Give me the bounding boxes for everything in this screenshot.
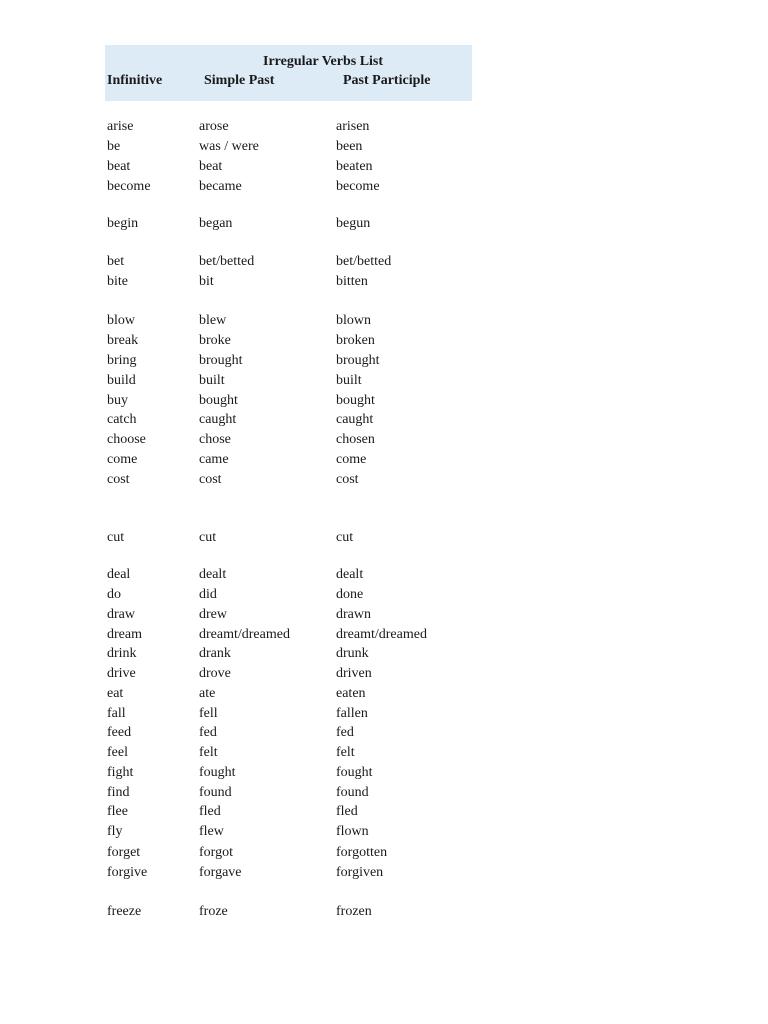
- cell-simple-past: arose: [199, 119, 229, 134]
- table-row: [0, 606, 768, 624]
- table-row: [0, 332, 768, 350]
- cell-infinitive: fight: [107, 765, 134, 780]
- cell-past-participle: fed: [336, 725, 354, 740]
- cell-simple-past: bought: [199, 393, 238, 408]
- table-row: [0, 744, 768, 762]
- cell-infinitive: draw: [107, 607, 135, 622]
- cell-simple-past: fell: [199, 706, 218, 721]
- cell-past-participle: broken: [336, 333, 375, 348]
- cell-past-participle: beaten: [336, 159, 373, 174]
- cell-simple-past: broke: [199, 333, 231, 348]
- cell-infinitive: beat: [107, 159, 131, 174]
- table-row: [0, 844, 768, 862]
- cell-infinitive: drive: [107, 666, 136, 681]
- cell-infinitive: arise: [107, 119, 134, 134]
- cell-simple-past: froze: [199, 904, 228, 919]
- cell-simple-past: was / were: [199, 139, 259, 154]
- cell-infinitive: begin: [107, 216, 139, 231]
- cell-past-participle: built: [336, 373, 362, 388]
- table-row: [0, 665, 768, 683]
- cell-past-participle: frozen: [336, 904, 372, 919]
- cell-infinitive: fall: [107, 706, 126, 721]
- cell-infinitive: bite: [107, 274, 128, 289]
- cell-infinitive: freeze: [107, 904, 142, 919]
- table-row: [0, 451, 768, 469]
- cell-simple-past: cut: [199, 530, 217, 545]
- cell-past-participle: eaten: [336, 686, 366, 701]
- cell-simple-past: came: [199, 452, 229, 467]
- table-row: [0, 273, 768, 291]
- cell-past-participle: drunk: [336, 646, 369, 661]
- cell-past-participle: dreamt/dreamed: [336, 627, 427, 642]
- cell-simple-past: drank: [199, 646, 231, 661]
- cell-past-participle: been: [336, 139, 363, 154]
- table-row: [0, 178, 768, 196]
- cell-past-participle: caught: [336, 412, 374, 427]
- cell-simple-past: dealt: [199, 567, 227, 582]
- cell-infinitive: deal: [107, 567, 131, 582]
- table-row: [0, 724, 768, 742]
- cell-infinitive: eat: [107, 686, 124, 701]
- cell-past-participle: brought: [336, 353, 380, 368]
- cell-simple-past: fed: [199, 725, 217, 740]
- table-row: [0, 566, 768, 584]
- cell-infinitive: forget: [107, 845, 141, 860]
- table-row: [0, 626, 768, 644]
- table-row: [0, 784, 768, 802]
- cell-simple-past: ate: [199, 686, 216, 701]
- cell-infinitive: forgive: [107, 865, 148, 880]
- cell-simple-past: fought: [199, 765, 236, 780]
- table-row: [0, 823, 768, 841]
- sheet-title: Irregular Verbs List: [263, 54, 384, 69]
- cell-simple-past: began: [199, 216, 233, 231]
- cell-past-participle: chosen: [336, 432, 375, 447]
- cell-infinitive: blow: [107, 313, 135, 328]
- cell-past-participle: bet/betted: [336, 254, 392, 269]
- cell-simple-past: brought: [199, 353, 243, 368]
- cell-past-participle: forgotten: [336, 845, 388, 860]
- cell-simple-past: flew: [199, 824, 224, 839]
- cell-infinitive: dream: [107, 627, 142, 642]
- table-row: [0, 471, 768, 489]
- cell-past-participle: cut: [336, 530, 354, 545]
- cell-simple-past: caught: [199, 412, 237, 427]
- cell-past-participle: forgiven: [336, 865, 384, 880]
- cell-simple-past: did: [199, 587, 217, 602]
- table-row: [0, 118, 768, 136]
- cell-simple-past: beat: [199, 159, 223, 174]
- column-header-infinitive: Infinitive: [107, 73, 163, 88]
- cell-infinitive: fly: [107, 824, 123, 839]
- cell-infinitive: do: [107, 587, 121, 602]
- cell-simple-past: cost: [199, 472, 222, 487]
- table-row: [0, 803, 768, 821]
- cell-infinitive: become: [107, 179, 151, 194]
- column-header-past-participle: Past Participle: [343, 73, 431, 88]
- table-row: [0, 529, 768, 547]
- cell-past-participle: done: [336, 587, 364, 602]
- cell-past-participle: drawn: [336, 607, 371, 622]
- cell-past-participle: come: [336, 452, 367, 467]
- cell-past-participle: fought: [336, 765, 373, 780]
- cell-infinitive: come: [107, 452, 138, 467]
- table-row: [0, 903, 768, 921]
- table-row: [0, 685, 768, 703]
- cell-infinitive: buy: [107, 393, 128, 408]
- table-row: [0, 158, 768, 176]
- cell-simple-past: forgot: [199, 845, 233, 860]
- cell-past-participle: flown: [336, 824, 369, 839]
- cell-infinitive: feed: [107, 725, 132, 740]
- cell-infinitive: build: [107, 373, 136, 388]
- cell-infinitive: catch: [107, 412, 137, 427]
- cell-past-participle: driven: [336, 666, 372, 681]
- cell-infinitive: break: [107, 333, 139, 348]
- cell-simple-past: built: [199, 373, 225, 388]
- cell-simple-past: felt: [199, 745, 218, 760]
- cell-infinitive: bet: [107, 254, 125, 269]
- table-row: [0, 392, 768, 410]
- cell-simple-past: drew: [199, 607, 227, 622]
- table-row: [0, 586, 768, 604]
- cell-infinitive: drink: [107, 646, 137, 661]
- cell-past-participle: begun: [336, 216, 371, 231]
- cell-infinitive: bring: [107, 353, 137, 368]
- table-row: [0, 411, 768, 429]
- table-row: [0, 215, 768, 233]
- cell-simple-past: blew: [199, 313, 227, 328]
- cell-past-participle: found: [336, 785, 369, 800]
- cell-infinitive: choose: [107, 432, 146, 447]
- cell-simple-past: forgave: [199, 865, 242, 880]
- cell-past-participle: become: [336, 179, 380, 194]
- table-row: [0, 352, 768, 370]
- cell-simple-past: bet/betted: [199, 254, 255, 269]
- table-row: [0, 253, 768, 271]
- cell-infinitive: feel: [107, 745, 128, 760]
- cell-past-participle: felt: [336, 745, 355, 760]
- cell-infinitive: be: [107, 139, 121, 154]
- cell-infinitive: cut: [107, 530, 125, 545]
- cell-simple-past: found: [199, 785, 232, 800]
- cell-infinitive: cost: [107, 472, 130, 487]
- cell-past-participle: cost: [336, 472, 359, 487]
- table-row: [0, 372, 768, 390]
- cell-infinitive: find: [107, 785, 130, 800]
- cell-past-participle: bought: [336, 393, 375, 408]
- cell-simple-past: chose: [199, 432, 231, 447]
- cell-past-participle: dealt: [336, 567, 364, 582]
- cell-past-participle: blown: [336, 313, 371, 328]
- table-row: [0, 764, 768, 782]
- table-row: [0, 864, 768, 882]
- cell-past-participle: bitten: [336, 274, 368, 289]
- cell-past-participle: fallen: [336, 706, 368, 721]
- cell-simple-past: drove: [199, 666, 231, 681]
- table-row: [0, 705, 768, 723]
- cell-past-participle: arisen: [336, 119, 370, 134]
- cell-past-participle: fled: [336, 804, 358, 819]
- table-row: [0, 138, 768, 156]
- cell-simple-past: bit: [199, 274, 214, 289]
- table-row: [0, 645, 768, 663]
- column-header-simple-past: Simple Past: [204, 73, 275, 88]
- cell-simple-past: dreamt/dreamed: [199, 627, 290, 642]
- cell-simple-past: became: [199, 179, 242, 194]
- table-row: [0, 431, 768, 449]
- table-row: [0, 312, 768, 330]
- cell-simple-past: fled: [199, 804, 221, 819]
- cell-infinitive: flee: [107, 804, 128, 819]
